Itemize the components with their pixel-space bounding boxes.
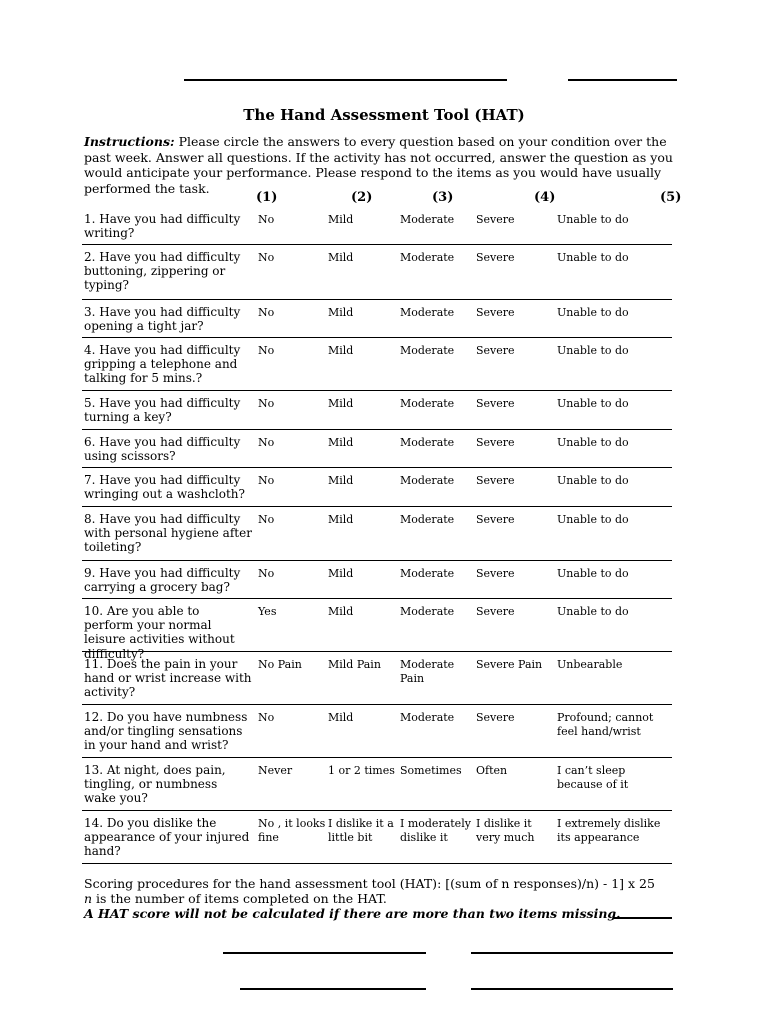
- answer-option-3[interactable]: Moderate: [400, 344, 455, 357]
- column-header-3: (3): [432, 190, 454, 205]
- scoring-n-description: is the number of items completed on the HAT.: [92, 891, 387, 906]
- blank-line-bottom-1: [223, 952, 426, 954]
- answer-option-2[interactable]: Mild: [328, 344, 354, 357]
- answer-option-1[interactable]: No: [258, 567, 275, 580]
- answer-option-3[interactable]: Moderate: [400, 436, 455, 449]
- question-text: 8. Have you had difficulty with personal hygiene after toileting?: [84, 512, 252, 555]
- answer-option-4[interactable]: Severe: [476, 306, 515, 319]
- table-row: [82, 391, 672, 430]
- answer-option-3[interactable]: Moderate Pain: [400, 658, 455, 685]
- answer-option-4[interactable]: I dislike it very much: [476, 817, 535, 844]
- answer-option-5[interactable]: Unable to do: [557, 567, 629, 580]
- question-text: 3. Have you had difficulty opening a tight jar?: [84, 305, 241, 334]
- table-row: [82, 468, 672, 507]
- answer-option-3[interactable]: Moderate: [400, 474, 455, 487]
- scoring-section: [84, 876, 684, 921]
- table-row: [82, 430, 672, 468]
- answer-option-1[interactable]: No: [258, 711, 275, 724]
- question-text: 7. Have you had difficulty wringing out a washcloth?: [84, 473, 245, 502]
- answer-option-3[interactable]: Moderate: [400, 711, 455, 724]
- table-row: [82, 561, 672, 599]
- instructions-body: Please circle the answers to every question based on your condition over the past week. Answer all questions. If the activity has not occurred, answer the question as you would anticipate your performance. Please respond to the items as you would have usually performed the task.: [84, 134, 673, 196]
- answer-option-1[interactable]: No: [258, 397, 275, 410]
- answer-option-4[interactable]: Severe: [476, 213, 515, 226]
- answer-option-2[interactable]: Mild: [328, 251, 354, 264]
- table-row: [82, 207, 672, 245]
- question-text: 11. Does the pain in your hand or wrist increase with activity?: [84, 657, 252, 700]
- answer-option-5[interactable]: Unable to do: [557, 344, 629, 357]
- answer-option-4[interactable]: Severe: [476, 344, 515, 357]
- answer-option-4[interactable]: Severe: [476, 711, 515, 724]
- question-text: 14. Do you dislike the appearance of your injured hand?: [84, 816, 250, 859]
- table-row: [82, 599, 672, 661]
- answer-option-3[interactable]: Moderate: [400, 397, 455, 410]
- answer-option-3[interactable]: Moderate: [400, 605, 455, 618]
- table-row: [82, 507, 672, 561]
- answer-option-5[interactable]: Profound; cannot feel hand/wrist: [557, 711, 654, 738]
- blank-line-top-left: [184, 79, 507, 81]
- answer-option-5[interactable]: Unable to do: [557, 513, 629, 526]
- column-header-2: (2): [351, 190, 373, 205]
- blank-line-top-right: [568, 79, 677, 81]
- answer-option-5[interactable]: Unable to do: [557, 397, 629, 410]
- column-header-5: (5): [660, 190, 682, 205]
- answer-option-3[interactable]: Moderate: [400, 213, 455, 226]
- scoring-n-variable: n: [84, 891, 93, 906]
- answer-option-5[interactable]: Unable to do: [557, 436, 629, 449]
- answer-option-2[interactable]: Mild Pain: [328, 658, 381, 671]
- scoring-formula: Scoring procedures for the hand assessment tool (HAT): [(sum of n responses)/n) - 1] x 25: [84, 876, 655, 891]
- scoring-missing-note: A HAT score will not be calculated if there are more than two items missing.: [84, 906, 621, 921]
- answer-option-2[interactable]: Mild: [328, 711, 354, 724]
- answer-option-5[interactable]: Unable to do: [557, 474, 629, 487]
- answer-option-1[interactable]: No: [258, 306, 275, 319]
- table-row: [82, 758, 672, 811]
- answer-option-4[interactable]: Severe: [476, 397, 515, 410]
- blank-line-score: [614, 917, 672, 919]
- instructions: [84, 134, 684, 196]
- table-row: [82, 705, 672, 758]
- answer-option-1[interactable]: No: [258, 213, 275, 226]
- answer-option-1[interactable]: No: [258, 344, 275, 357]
- answer-option-2[interactable]: Mild: [328, 213, 354, 226]
- page-title: The Hand Assessment Tool (HAT): [243, 106, 525, 124]
- question-text: 2. Have you had difficulty buttoning, zippering or typing?: [84, 250, 241, 293]
- column-header-4: (4): [534, 190, 556, 205]
- table-row: [82, 300, 672, 338]
- answer-option-2[interactable]: Mild: [328, 436, 354, 449]
- answer-option-4[interactable]: Severe: [476, 605, 515, 618]
- blank-line-bottom-3: [240, 988, 426, 990]
- instructions-lead: Instructions:: [84, 134, 175, 149]
- answer-option-3[interactable]: Moderate: [400, 251, 455, 264]
- blank-line-bottom-4: [471, 988, 673, 990]
- answer-option-3[interactable]: Sometimes: [400, 764, 462, 777]
- answer-option-5[interactable]: Unable to do: [557, 306, 629, 319]
- table-row: [82, 245, 672, 300]
- question-text: 1. Have you had difficulty writing?: [84, 212, 241, 241]
- answer-option-2[interactable]: Mild: [328, 513, 354, 526]
- answer-option-5[interactable]: I can’t sleep because of it: [557, 764, 629, 791]
- answer-option-1[interactable]: No Pain: [258, 658, 302, 671]
- answer-option-4[interactable]: Severe: [476, 567, 515, 580]
- answer-option-1[interactable]: No: [258, 474, 275, 487]
- question-text: 12. Do you have numbness and/or tingling sensations in your hand and wrist?: [84, 710, 248, 753]
- answer-option-1[interactable]: No , it looks fine: [258, 817, 326, 844]
- answer-option-1[interactable]: No: [258, 436, 275, 449]
- blank-line-bottom-2: [471, 952, 673, 954]
- answer-option-4[interactable]: Severe Pain: [476, 658, 543, 671]
- answer-option-1[interactable]: Never: [258, 764, 293, 777]
- answer-option-3[interactable]: Moderate: [400, 306, 455, 319]
- answer-option-3[interactable]: I moderately dislike it: [400, 817, 471, 844]
- scoring-n-definition: [84, 891, 684, 906]
- question-text: 6. Have you had difficulty using scissors?: [84, 435, 241, 464]
- answer-option-2[interactable]: Mild: [328, 306, 354, 319]
- answer-option-2[interactable]: Mild: [328, 397, 354, 410]
- answer-option-3[interactable]: Moderate: [400, 513, 455, 526]
- answer-option-4[interactable]: Severe: [476, 474, 515, 487]
- answer-option-2[interactable]: Mild: [328, 567, 354, 580]
- answer-option-2[interactable]: 1 or 2 times: [328, 764, 395, 777]
- column-header-1: (1): [256, 190, 278, 205]
- question-text: 5. Have you had difficulty turning a key?: [84, 396, 241, 425]
- answer-option-4[interactable]: Severe: [476, 436, 515, 449]
- question-text: 13. At night, does pain, tingling, or numbness wake you?: [84, 763, 226, 806]
- question-text: 9. Have you had difficulty carrying a grocery bag?: [84, 566, 241, 595]
- answer-option-1[interactable]: No: [258, 251, 275, 264]
- answer-option-4[interactable]: Often: [476, 764, 508, 777]
- answer-option-5[interactable]: Unable to do: [557, 251, 629, 264]
- answer-option-2[interactable]: Mild: [328, 605, 354, 618]
- answer-option-5[interactable]: Unbearable: [557, 658, 623, 671]
- answer-option-1[interactable]: No: [258, 513, 275, 526]
- answer-option-5[interactable]: Unable to do: [557, 213, 629, 226]
- answer-option-1[interactable]: Yes: [258, 605, 277, 618]
- table-row: [82, 338, 672, 391]
- answer-option-3[interactable]: Moderate: [400, 567, 455, 580]
- answer-option-2[interactable]: Mild: [328, 474, 354, 487]
- table-row: [82, 811, 672, 864]
- question-text: 10. Are you able to perform your normal leisure activities without difficulty?: [84, 604, 235, 661]
- answer-option-5[interactable]: Unable to do: [557, 605, 629, 618]
- question-text: 4. Have you had difficulty gripping a telephone and talking for 5 mins.?: [84, 343, 241, 386]
- table-row: [82, 652, 672, 705]
- answer-option-2[interactable]: I dislike it a little bit: [328, 817, 394, 844]
- answer-option-4[interactable]: Severe: [476, 513, 515, 526]
- answer-option-4[interactable]: Severe: [476, 251, 515, 264]
- answer-option-5[interactable]: I extremely dislike its appearance: [557, 817, 661, 844]
